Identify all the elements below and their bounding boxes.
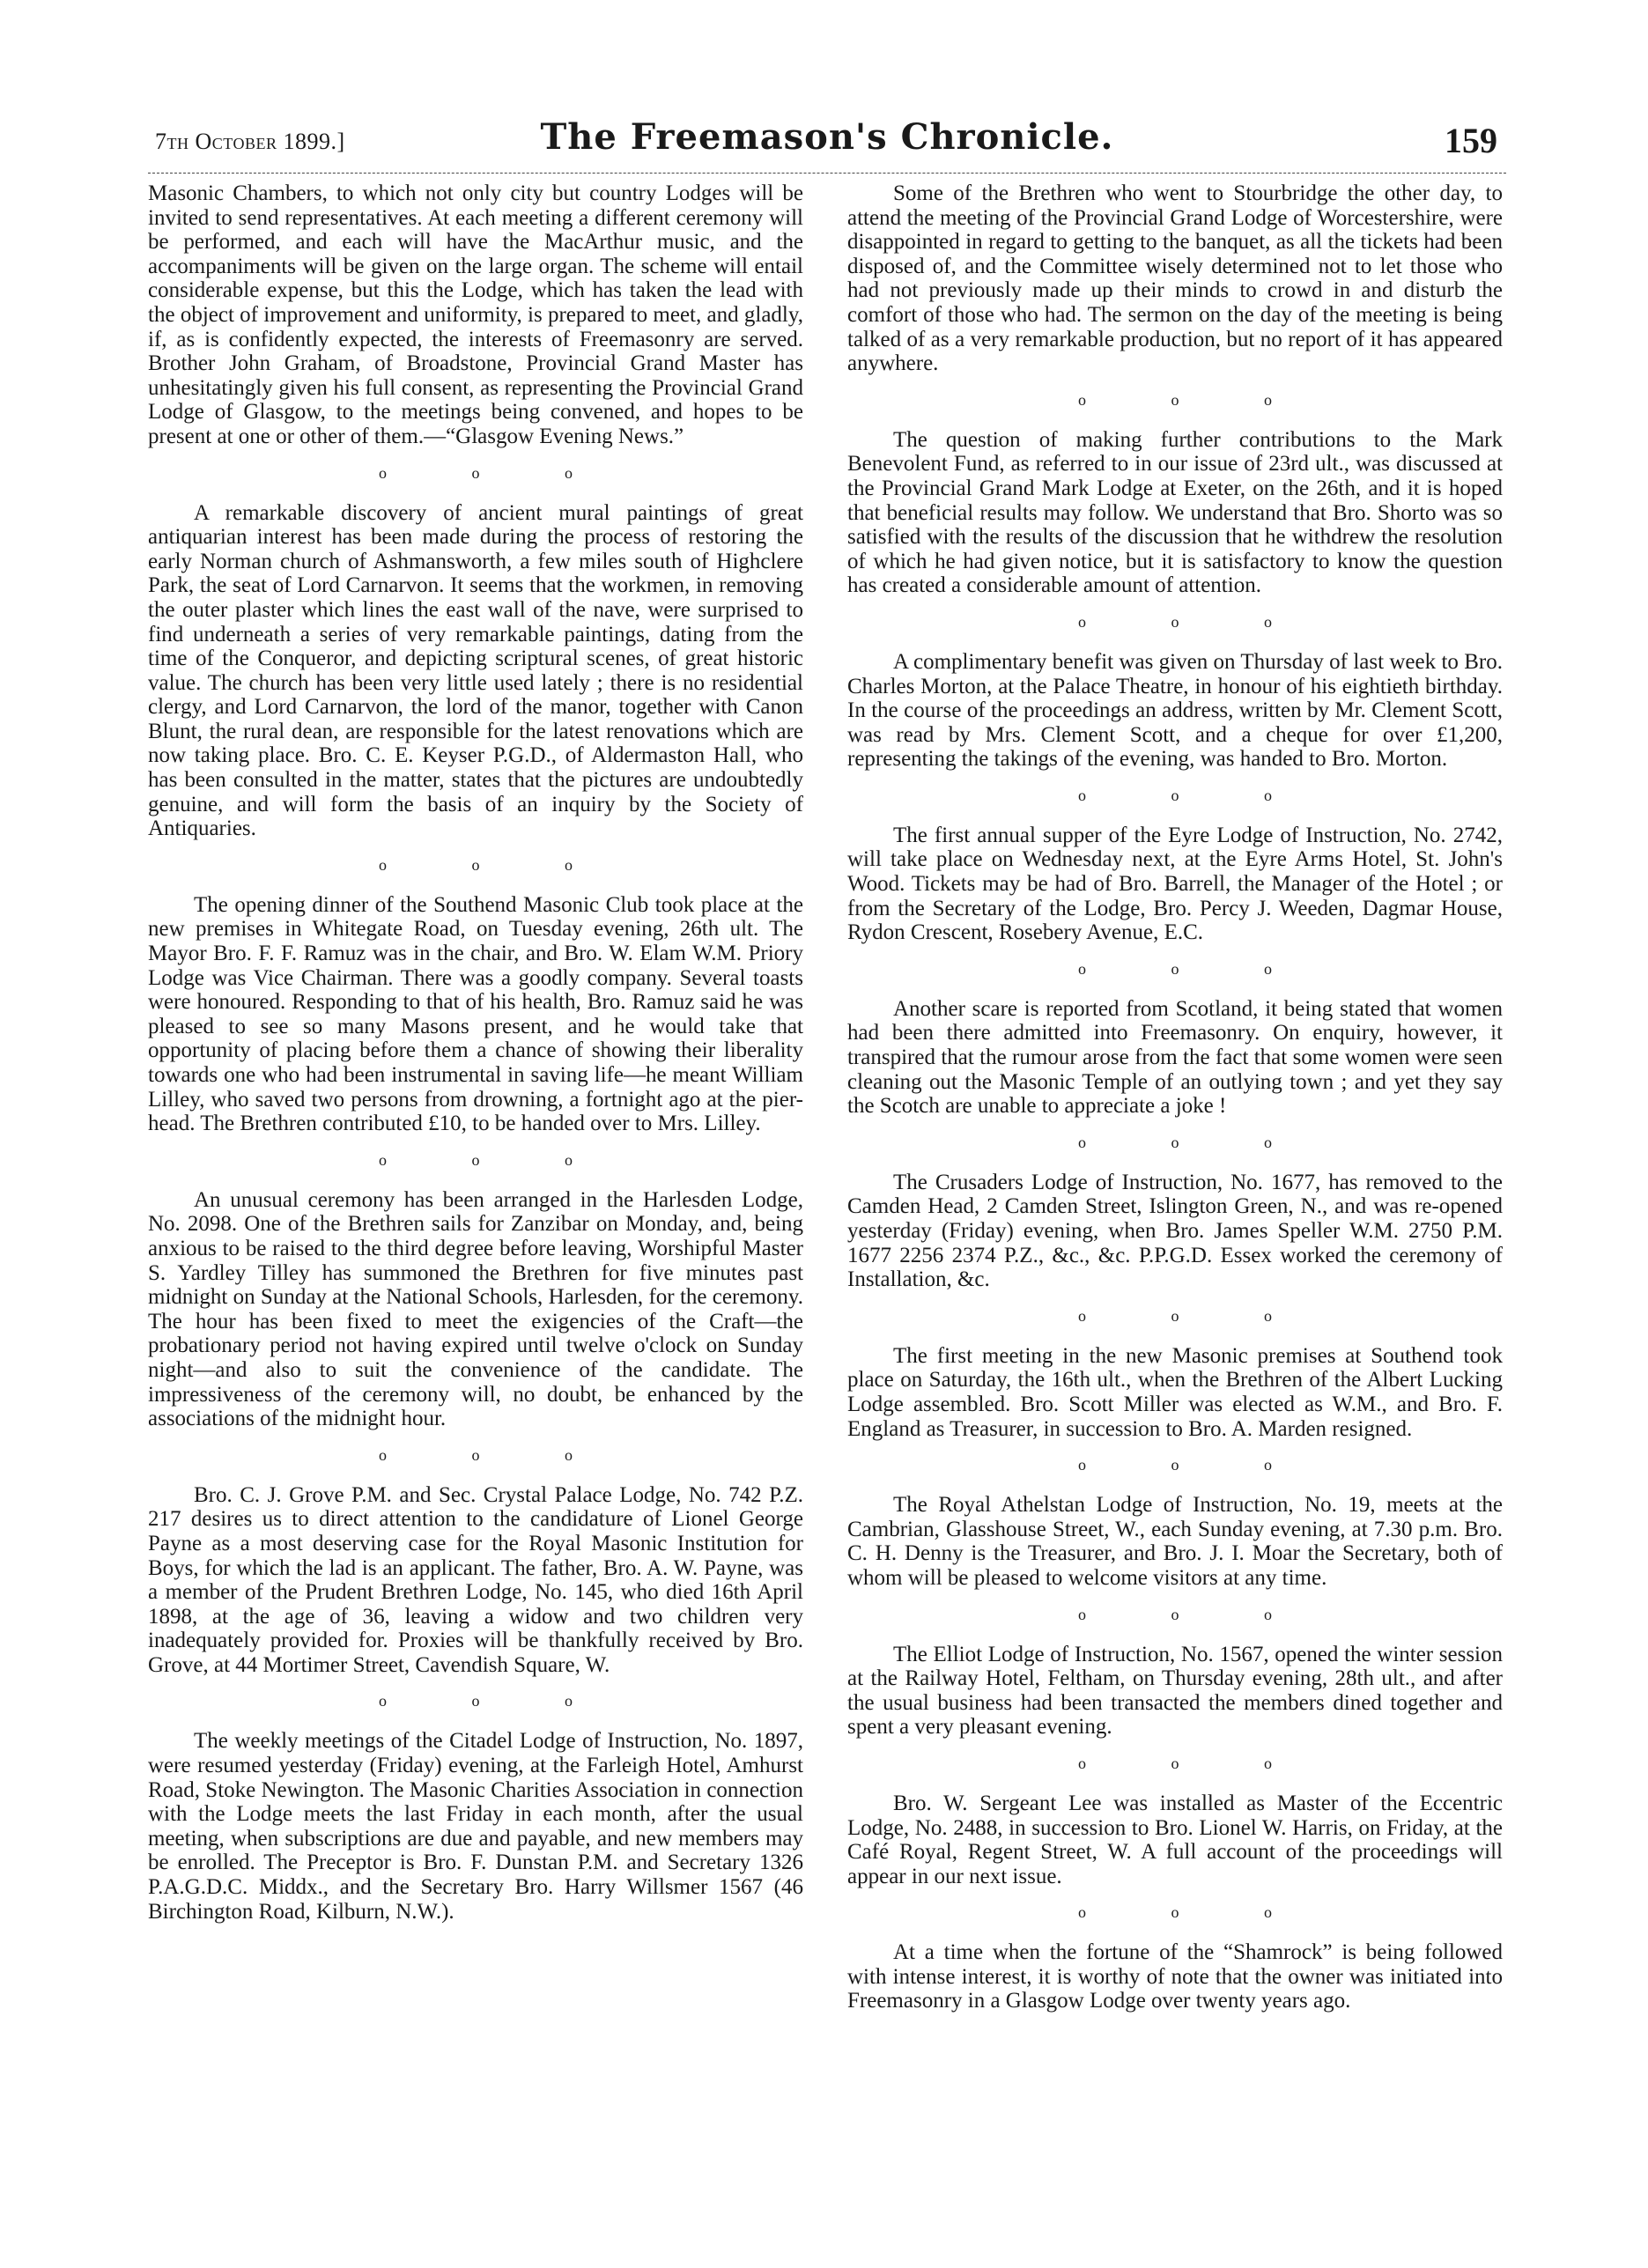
article-paragraph: Another scare is reported from Scotland, it being stated that women had been there admitted into Freemasonry. On enquiry, however, it transpired that the rumour arose from the fact that some women were seen cleaning out the Masonic Temple of an outlying town ; and yet they say the Scotch are unable to appreciate a joke ! <box>847 996 1503 1119</box>
article-paragraph: The question of making further contributions to the Mark Benevolent Fund, as referred to in our issue of 23rd ult., was discussed at the Provincial Grand Mark Lodge at Exeter, on the 26th, and it is hoped that beneficial results may follow. We understand that Bro. Shorto was so satisfied with the results of the discussion that he withdrew the resolution of which he had given notice, but it is satisfactory to know the question has created a considerable amount of attention. <box>847 427 1503 598</box>
section-separator: o o o <box>1078 786 1312 804</box>
issue-date: 7th October 1899.] <box>155 129 345 154</box>
section-separator: o o o <box>1078 1903 1312 1922</box>
article-paragraph: Bro. W. Sergeant Lee was installed as Master of the Eccentric Lodge, No. 2488, in succession to Bro. Lionel W. Harris, on Friday, at the Café Royal, Regent Street, W. A full account of the proceedings will appear in our next issue. <box>847 1791 1503 1888</box>
section-separator: o o o <box>1078 1456 1312 1474</box>
masthead <box>148 116 1506 169</box>
article-paragraph: An unusual ceremony has been arranged in the Harlesden Lodge, No. 2098. One of the Brethren sails for Zanzibar on Monday, and, being anxious to be raised to the third degree before leaving, Worshipful Master S. Yardley Tilley has summoned the Brethren for five minutes past midnight on Sunday at the National Schools, Harlesden, for the ceremony. The hour has been fixed to meet the exigencies of the Craft—the probationary period not having expired until twelve o'clock on Sunday night—and also to suit the convenience of the candidate. The impressiveness of the ceremony will, no doubt, be enhanced by the associations of the midnight hour. <box>148 1187 803 1431</box>
section-separator: o o o <box>379 463 613 482</box>
article-paragraph: The weekly meetings of the Citadel Lodge of Instruction, No. 1897, were resumed yesterday (Friday) evening, at the Farleigh Hotel, Amhurst Road, Stoke Newington. The Masonic Charities Association in connection with the Lodge meets the last Friday in each month, after the usual meeting, when subscriptions are due and payable, and new members may be enrolled. The Preceptor is Bro. F. Dunstan P.M. and Secretary 1326 P.A.G.D.C. Middx., and the Secretary Bro. Harry Willsmer 1567 (46 Birchington Road, Kilburn, N.W.). <box>148 1729 803 1924</box>
section-separator: o o o <box>379 1445 613 1464</box>
section-separator: o o o <box>379 855 613 874</box>
section-separator: o o o <box>1078 1133 1312 1151</box>
section-separator: o o o <box>379 1692 613 1710</box>
article-paragraph: The Royal Athelstan Lodge of Instruction, No. 19, meets at the Cambrian, Glasshouse Street, W., each Sunday evening, at 7.30 p.m. Bro. C. H. Denny is the Treasurer, and Bro. J. I. Moar the Secretary, both of whom will be pleased to welcome visitors at any time. <box>847 1493 1503 1590</box>
article-paragraph: Some of the Brethren who went to Stourbridge the other day, to attend the meeting of the Provincial Grand Lodge of Worcestershire, were disappointed in regard to getting to the banquet, as all the tickets had been disposed of, and the Committee wisely determined not to let those who had not previously made up their minds to crowd in and disturb the comfort of those who had. The sermon on the day of the meeting is being talked of as a very remarkable production, but no report of it has appeared anywhere. <box>847 181 1503 376</box>
article-paragraph: Masonic Chambers, to which not only city but country Lodges will be invited to send representatives. At each meeting a different ceremony will be performed, and each will have the MacArthur music, and the accompaniments will be given on the large organ. The scheme will entail considerable expense, but this the Lodge, which has taken the lead with the object of improvement and uniformity, is prepared to meet, and gladly, if, as is confidently expected, the interests of Freemasonry are served. Brother John Graham, of Broadstone, Provincial Grand Master has unhesitatingly given his full consent, as representing the Provincial Grand Lodge of Glasgow, to the meetings being convened, and hopes to be present at one or other of them.—“Glasgow Evening News.” <box>148 181 803 448</box>
section-separator: o o o <box>1078 1605 1312 1623</box>
left-column <box>148 181 803 1924</box>
section-separator: o o o <box>1078 612 1312 631</box>
section-separator: o o o <box>1078 1754 1312 1772</box>
section-separator: o o o <box>1078 1306 1312 1325</box>
section-separator: o o o <box>1078 959 1312 978</box>
article-paragraph: The opening dinner of the Southend Masonic Club took place at the new premises in Whitegate Road, on Tuesday evening, 26th ult. The Mayor Bro. F. F. Ramuz was in the chair, and Bro. W. Elam W.M. Priory Lodge was Vice Chairman. There was a goodly company. Several toasts were honoured. Responding to that of his health, Bro. Ramuz said he was pleased to see so many Masons present, and he would take that opportunity of placing before them a chance of showing their liberality towards one who had been instrumental in saving life—he meant William Lilley, who saved two persons from drowning, a fortnight ago at the pier-head. The Brethren contributed £10, to be handed over to Mrs. Lilley. <box>148 892 803 1136</box>
article-paragraph: The first meeting in the new Masonic premises at Southend took place on Saturday, the 16th ult., when the Brethren of the Albert Lucking Lodge assembled. Bro. Scott Miller was elected as W.M., and Bro. F. England as Treasurer, in succession to Bro. A. Marden resigned. <box>847 1343 1503 1441</box>
header-rule <box>148 173 1506 174</box>
section-separator: o o o <box>1078 390 1312 409</box>
article-paragraph: The Elliot Lodge of Instruction, No. 1567, opened the winter session at the Railway Hotel, Feltham, on Thursday evening, 28th ult., and after the usual business had been transacted the members dined together and spent a very pleasant evening. <box>847 1642 1503 1740</box>
article-paragraph: At a time when the fortune of the “Shamrock” is being followed with intense interest, it is worthy of note that the owner was initiated into Freemasonry in a Glasgow Lodge over twenty years ago. <box>847 1940 1503 2013</box>
section-separator: o o o <box>379 1150 613 1169</box>
right-column <box>847 181 1503 2013</box>
publication-title: The Freemason's Chronicle. <box>540 116 1114 158</box>
article-paragraph: A remarkable discovery of ancient mural paintings of great antiquarian interest has been made during the process of restoring the early Norman church of Ashmansworth, a few miles south of Highclere Park, the seat of Lord Carnarvon. It seems that the workmen, in removing the outer plaster which lines the east wall of the nave, were surprised to find underneath a series of very remarkable paintings, dating from the time of the Conqueror, and depicting scriptural scenes, of great historic value. The church has been very little used lately ; there is no residential clergy, and Lord Carnarvon, the lord of the manor, together with Canon Blunt, the rural dean, are responsible for the latest renovations which are now taking place. Bro. C. E. Keyser P.G.D., of Aldermaston Hall, who has been consulted in the matter, states that the pictures are undoubtedly genuine, and will form the basis of an inquiry by the Society of Antiquaries. <box>148 500 803 841</box>
article-paragraph: A complimentary benefit was given on Thursday of last week to Bro. Charles Morton, at the Palace Theatre, in honour of his eightieth birthday. In the course of the proceedings an address, written by Mr. Clement Scott, was read by Mrs. Clement Scott, and a cheque for over £1,200, representing the takings of the evening, was handed to Bro. Morton. <box>847 649 1503 772</box>
page-number: 159 <box>1445 121 1497 160</box>
article-paragraph: The first annual supper of the Eyre Lodge of Instruction, No. 2742, will take place on Wednesday next, at the Eyre Arms Hotel, St. John's Wood. Tickets may be had of Bro. Barrell, the Manager of the Hotel ; or from the Secretary of the Lodge, Bro. Percy J. Weeden, Dagmar House, Rydon Crescent, Rosebery Avenue, E.C. <box>847 823 1503 945</box>
article-paragraph: The Crusaders Lodge of Instruction, No. 1677, has removed to the Camden Head, 2 Camden Street, Islington Green, N., and was re-opened yesterday (Friday) evening, when Bro. James Speller W.M. 2750 P.M. 1677 2256 2374 P.Z., &c., &c. P.P.G.D. Essex worked the ceremony of Installation, &c. <box>847 1170 1503 1292</box>
article-paragraph: Bro. C. J. Grove P.M. and Sec. Crystal Palace Lodge, No. 742 P.Z. 217 desires us to direct attention to the candidature of Lionel George Payne as a most deserving case for the Royal Masonic Institution for Boys, for which the lad is an applicant. The father, Bro. A. W. Payne, was a member of the Prudent Brethren Lodge, No. 145, who died 16th April 1898, at the age of 36, leaving a widow and two children very inadequately provided for. Proxies will be thankfully received by Bro. Grove, at 44 Mortimer Street, Cavendish Square, W. <box>148 1482 803 1677</box>
